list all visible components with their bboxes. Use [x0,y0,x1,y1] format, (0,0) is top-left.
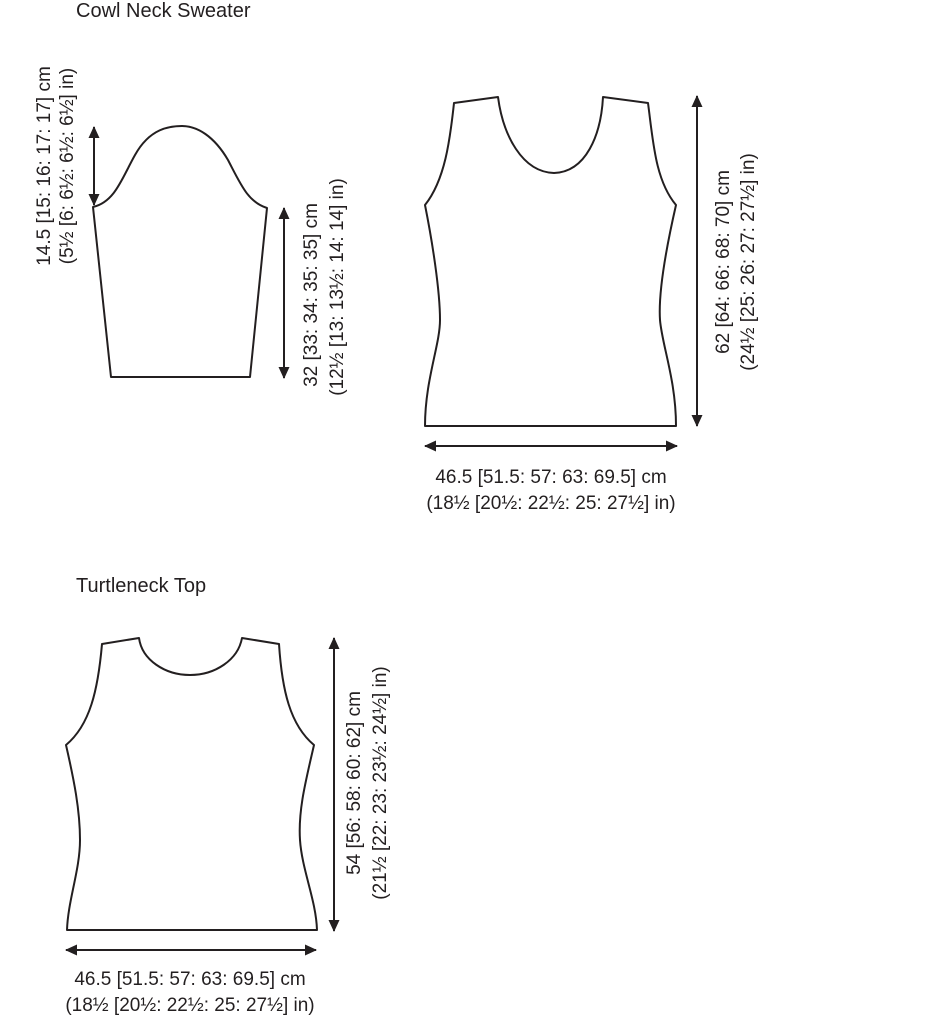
turtleneck-body-width-cm-label: 46.5 [51.5: 57: 63: 69.5] cm [74,969,306,991]
cowl-body-width-in-label: (18½ [20½: 22½: 25: 27½] in) [426,493,676,515]
turtleneck-body-length-in-label: (21½ [22: 23: 23½: 24½] in) [370,666,392,900]
cowl-sleeve-length-cm-label: 32 [33: 34: 35: 35] cm [301,203,323,387]
cowl-sleeve-length-in-label: (12½ [13: 13½: 14: 14] in) [327,178,349,396]
cowl-sleeve-cap-in-label: (5½ [6: 6½: 6½: 6½] in) [57,67,79,265]
cowl-body-width-cm-label: 46.5 [51.5: 57: 63: 69.5] cm [435,467,667,489]
cowl-sleeve-outline [93,126,267,377]
turtleneck-title: Turtleneck Top [76,575,207,597]
cowl-body-length-cm-label: 62 [64: 66: 68: 70] cm [713,170,735,354]
turtleneck-body-outline [66,638,317,930]
turtleneck-body-width-in-label: (18½ [20½: 22½: 25: 27½] in) [65,995,315,1017]
cowl-body-length-in-label: (24½ [25: 26: 27: 27½] in) [738,153,760,371]
cowl-body-outline [425,97,676,426]
turtleneck-body-length-cm-label: 54 [56: 58: 60: 62] cm [344,691,366,875]
cowl-sleeve-cap-cm-label: 14.5 [15: 16: 17: 17] cm [34,66,56,266]
cowl-title: Cowl Neck Sweater [76,0,251,22]
